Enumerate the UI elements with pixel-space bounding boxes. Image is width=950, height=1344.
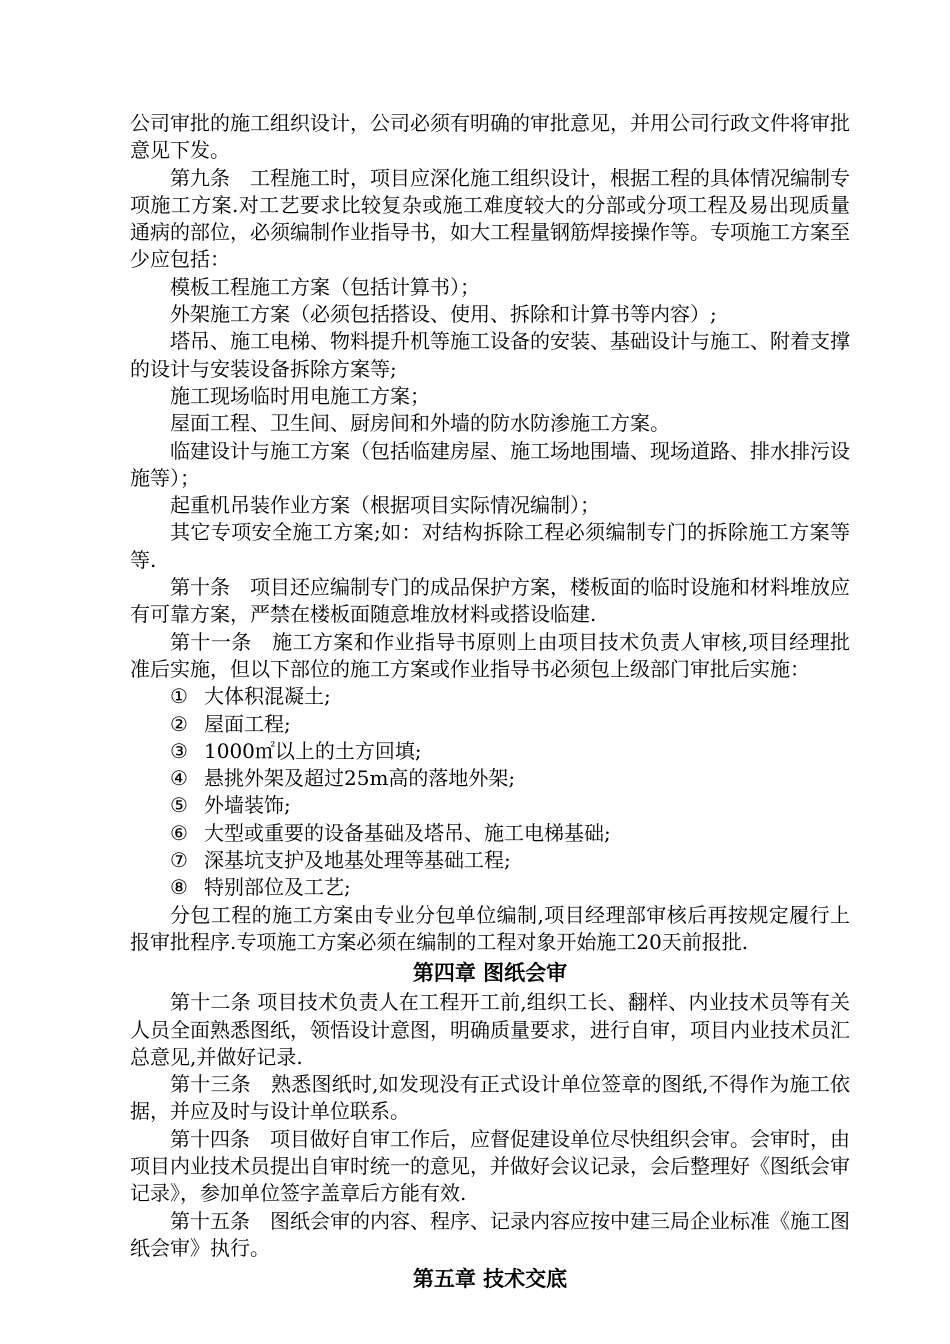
chapter-4-heading: 第四章 图纸会审 — [412, 961, 568, 986]
list-text: 大体积混凝土; — [204, 684, 331, 709]
chapter-5-heading: 第五章 技术交底 — [412, 1267, 568, 1292]
article-10-paragraph: 第十条 项目还应编制专门的成品保护方案，楼板面的临时设施和材料堆放应有可靠方案，严禁在楼板面随意堆放材料或搭设临建. — [130, 575, 850, 627]
list-text: 大型或重要的设备基础及塔吊、施工电梯基础; — [204, 820, 611, 845]
list-number: ③ — [170, 738, 188, 763]
list-text: 特别部位及工艺; — [204, 875, 351, 900]
plan-item-tower-crane: 塔吊、施工电梯、物料提升机等施工设备的安装、基础设计与施工、附着支撑的设计与安装设备拆除方案等; — [130, 329, 850, 381]
article-14-paragraph: 第十四条 项目做好自审工作后，应督促建设单位尽快组织会审。会审时，由项目内业技术员提出自审时统一的意见，并做好会议记录，会后整理好《图纸会审记录》，参加单位签字盖章后方能有效. — [130, 1126, 850, 1206]
list-item — [130, 874, 850, 901]
plan-item-other-safety: 其它专项安全施工方案;如：对结构拆除工程必须编制专门的拆除施工方案等等. — [130, 520, 850, 572]
list-number: ⑧ — [170, 875, 188, 900]
article-12-paragraph: 第十二条 项目技术负责人在工程开工前,组织工长、翻样、内业技术员等有关人员全面熟悉图纸，领悟设计意图，明确质量要求，进行自审，项目内业技术员汇总意见,并做好记录. — [130, 990, 850, 1069]
list-text: 屋面工程; — [204, 711, 291, 736]
article-15-paragraph: 第十五条 图纸会审的内容、程序、记录内容应按中建三局企业标准《施工图纸会审》执行。 — [130, 1208, 850, 1260]
list-number: ⑤ — [170, 793, 188, 818]
list-item — [130, 711, 850, 738]
list-number: ④ — [170, 766, 188, 791]
document-body — [130, 110, 850, 1295]
list-number: ① — [170, 684, 188, 709]
plan-item-waterproofing: 屋面工程、卫生间、厨房间和外墙的防水防渗施工方案。 — [170, 411, 670, 436]
list-item — [130, 847, 850, 874]
list-text: 外墙装饰; — [204, 793, 291, 818]
list-item — [130, 792, 850, 819]
plan-item-scaffold: 外架施工方案（必须包括搭设、使用、拆除和计算书等内容）; — [170, 302, 717, 327]
approval-list — [130, 683, 850, 901]
list-text: 1000㎡以上的土方回填; — [204, 738, 422, 763]
plan-item-temporary-power: 施工现场临时用电施工方案； — [170, 383, 430, 408]
paragraph: 公司审批的施工组织设计，公司必须有明确的审批意见，并用公司行政文件将审批意见下发。 — [130, 111, 850, 163]
list-item — [130, 765, 850, 792]
list-text: 悬挑外架及超过25m高的落地外架; — [204, 766, 516, 791]
subcontract-paragraph: 分包工程的施工方案由专业分包单位编制,项目经理部审核后再按规定履行上报审批程序.专项施工方案必须在编制的工程对象开始施工20天前报批. — [130, 902, 850, 954]
list-item — [130, 820, 850, 847]
plan-item-formwork: 模板工程施工方案（包括计算书）； — [170, 274, 480, 299]
list-number: ⑥ — [170, 820, 188, 845]
plan-item-temporary-facilities: 临建设计与施工方案（包括临建房屋、施工场地围墙、现场道路、排水排污设施等）； — [130, 438, 850, 490]
list-item — [130, 683, 850, 710]
article-9-paragraph: 第九条 工程施工时，项目应深化施工组织设计，根据工程的具体情况编制专项施工方案.对工艺要求比较复杂或施工难度较大的分部或分项工程及易出现质量通病的部位，必须编制作业指导书，如大工程量钢筋焊接操作等。专项施工方案至少应包括： — [130, 165, 850, 272]
list-number: ⑦ — [170, 848, 188, 873]
list-number: ② — [170, 711, 188, 736]
plan-item-hoisting: 起重机吊装作业方案（根据项目实际情况编制）； — [170, 493, 600, 518]
article-11-paragraph: 第十一条 施工方案和作业指导书原则上由项目技术负责人审核,项目经理批准后实施，但以下部位的施工方案或作业指导书必须包上级部门审批后实施： — [130, 629, 850, 681]
list-text: 深基坑支护及地基处理等基础工程; — [204, 848, 511, 873]
article-13-paragraph: 第十三条 熟悉图纸时,如发现没有正式设计单位签章的图纸,不得作为施工依据，并应及时与设计单位联系。 — [130, 1072, 850, 1124]
list-item — [130, 738, 850, 765]
